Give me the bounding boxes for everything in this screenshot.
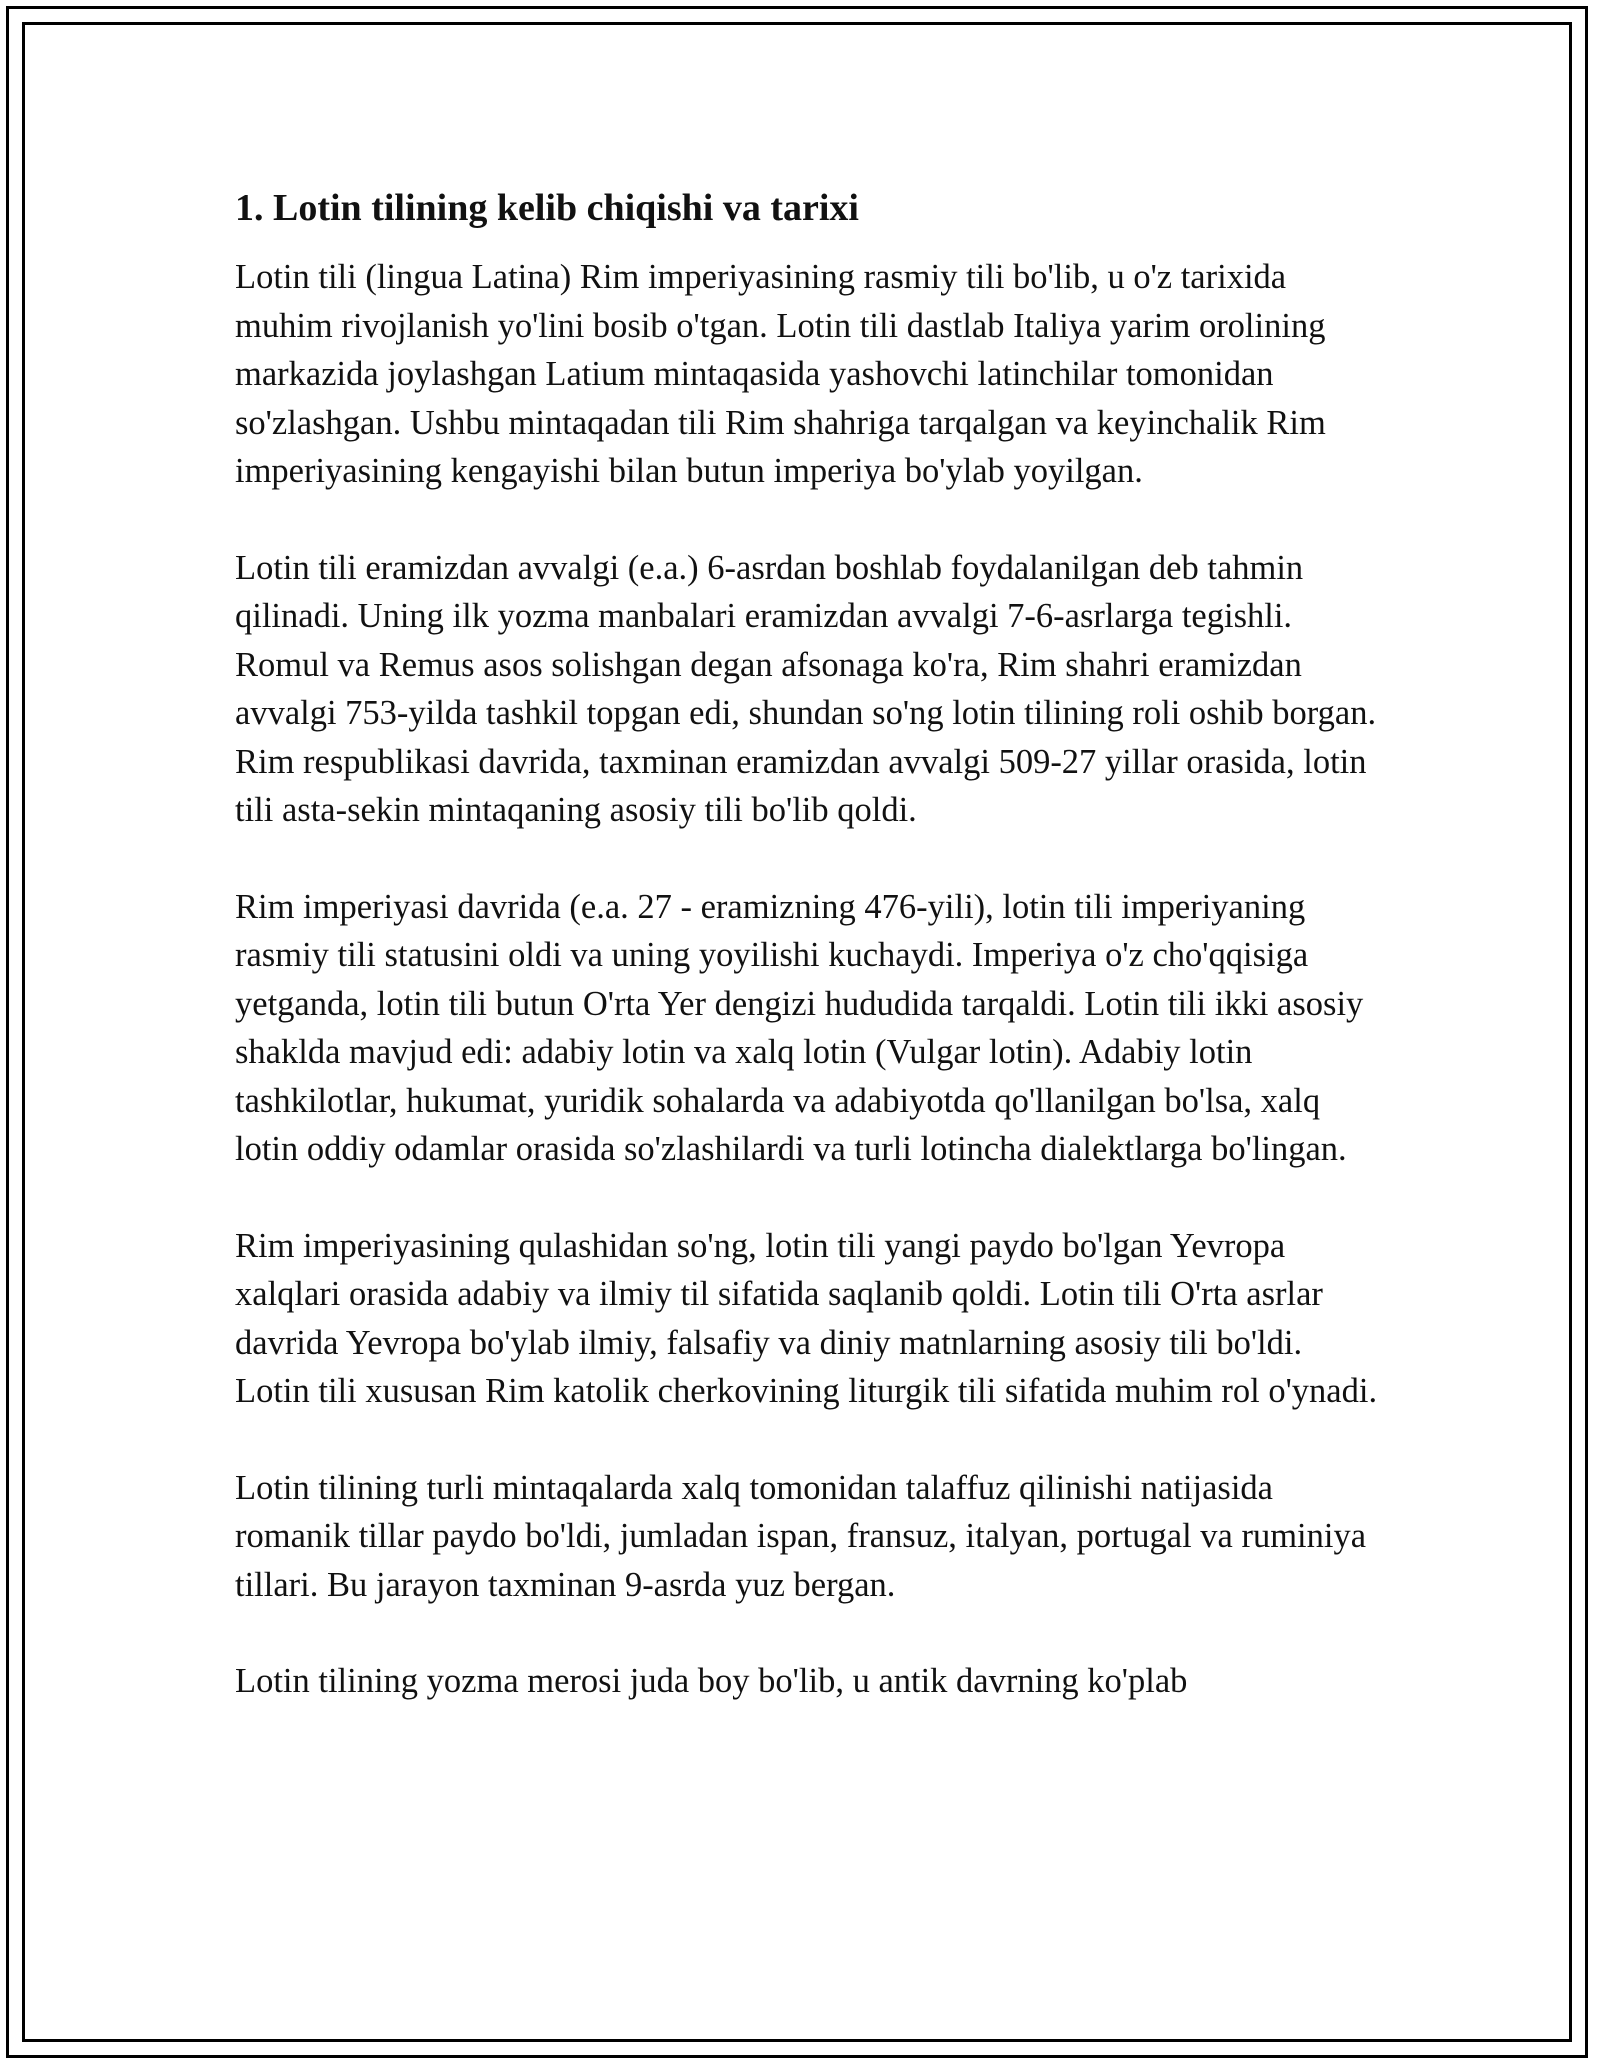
paragraph-romance-languages: Lotin tilining turli mintaqalarda xalq tomonidan talaffuz qilinishi natijasida romanik tillar paydo bo'ldi, jumladan ispan, fransuz, italyan, portugal va ruminiya tillari. Bu jarayon taxminan 9-asrda yuz bergan.	[235, 1468, 1367, 1604]
section-heading: 1. Lotin tilining kelib chiqishi va tarixi	[235, 187, 859, 229]
paragraph-middle-ages: Rim imperiyasining qulashidan so'ng, lotin tili yangi paydo bo'lgan Yevropa xalqlari orasida adabiy va ilmiy til sifatida saqlanib qoldi. Lotin tili O'rta asrlar davrida Yevropa bo'ylab ilmiy, falsafiy va diniy matnlarning asosiy tili bo'ldi. Lotin tili xususan Rim katolik cherkovining liturgik tili sifatida muhim rol o'ynadi.	[235, 1226, 1378, 1410]
document-body	[235, 185, 1385, 1754]
paragraph-origin: Lotin tili (lingua Latina) Rim imperiyasining rasmiy tili bo'lib, u o'z tarixida muhim rivojlanish yo'lini bosib o'tgan. Lotin tili dastlab Italiya yarim orolining markazida joylashgan Latium mintaqasida yashovchi latinchilar tomonidan so'zlashgan. Ushbu mintaqadan tili Rim shahriga tarqalgan va keyinchalik Rim imperiyasining kengayishi bilan butun imperiya bo'ylab yoyilgan.	[235, 258, 1326, 490]
paragraph-written-heritage: Lotin tilining yozma merosi juda boy bo'lib, u antik davrning ko'plab	[235, 1662, 1188, 1700]
paragraph-roman-empire: Rim imperiyasi davrida (e.a. 27 - eramizning 476-yili), lotin tili imperiyaning rasmiy tili statusini oldi va uning yoyilishi kuchaydi. Imperiya o'z cho'qqisiga yetganda, lotin tili butun O'rta Yer dengizi hududida tarqaldi. Lotin tili ikki asosiy shaklda mavjud edi: adabiy lotin va xalq lotin (Vulgar lotin). Adabiy lotin tashkilotlar, hukumat, yuridik sohalarda va adabiyotda qo'llanilgan bo'lsa, xalq lotin oddiy odamlar orasida so'zlashilardi va turli lotincha dialektlarga bo'lingan.	[235, 887, 1364, 1168]
paragraph-early-history: Lotin tili eramizdan avvalgi (e.a.) 6-asrdan boshlab foydalanilgan deb tahmin qilinadi. Uning ilk yozma manbalari eramizdan avvalgi 7-6-asrlarga tegishli. Romul va Remus asos solishgan degan afsonaga ko'ra, Rim shahri eramizdan avvalgi 753-yilda tashkil topgan edi, shundan so'ng lotin tilining roli oshib borgan. Rim respublikasi davrida, taxminan eramizdan avvalgi 509-27 yillar orasida, lotin tili asta-sekin mintaqaning asosiy tili bo'lib qoldi.	[235, 548, 1377, 829]
